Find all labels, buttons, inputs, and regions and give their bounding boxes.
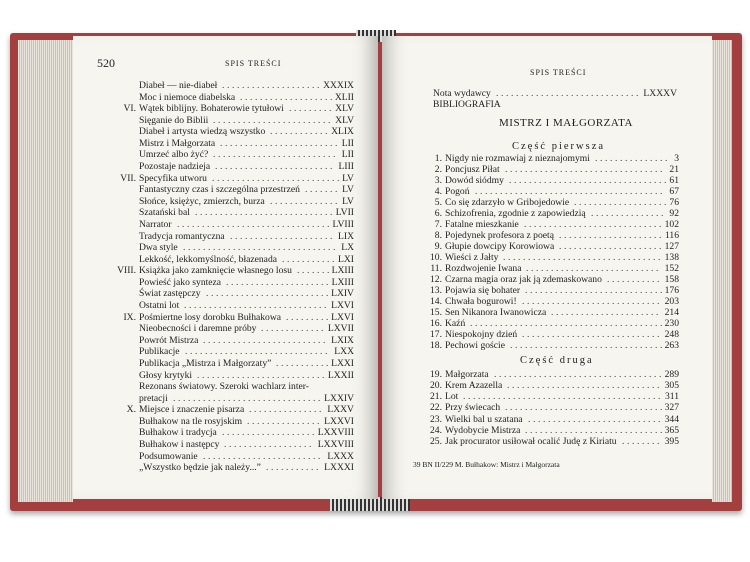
dot-leader: ........................... bbox=[526, 263, 661, 274]
dot-leader: ..................... bbox=[230, 230, 335, 242]
entry-page: LXIV bbox=[331, 288, 354, 300]
entry-title: Dowód siódmy bbox=[445, 175, 504, 186]
entry-title: Pojedynek profesora z poetą bbox=[445, 230, 554, 241]
entry-page: 61 bbox=[669, 175, 679, 186]
entry-title: Głupie dowcipy Korowiowa bbox=[445, 241, 555, 252]
toc-entry bbox=[139, 323, 354, 335]
toc-entry bbox=[139, 161, 354, 173]
dot-leader: .......................... bbox=[212, 172, 342, 184]
entry-page: LXXXI bbox=[324, 462, 354, 474]
entry-title: Książka jako zamknięcie własnego losu bbox=[139, 265, 292, 277]
entry-number: 13. bbox=[430, 285, 442, 296]
dot-leader: .................... bbox=[222, 80, 322, 91]
dot-leader: ........... bbox=[276, 357, 331, 369]
entry-page: 230 bbox=[664, 318, 679, 329]
entry-title: Wydobycie Mistrza bbox=[445, 424, 521, 436]
dot-leader: ................... bbox=[222, 427, 317, 439]
dot-leader: ......................... bbox=[213, 149, 338, 161]
dot-leader: ........................ bbox=[215, 161, 335, 173]
entry-page: LXXVI bbox=[324, 415, 354, 427]
entry-title: Bułhakow i następcy bbox=[139, 438, 220, 450]
toc-entry bbox=[139, 300, 354, 312]
entry-number: 6. bbox=[434, 208, 442, 219]
entry-title: Moc i niemoce diabelska bbox=[139, 91, 236, 103]
entry-number: 25. bbox=[430, 435, 442, 447]
entry-page: LVII bbox=[335, 207, 354, 219]
dot-leader: ........................ bbox=[213, 114, 333, 126]
entry-title: Słońce, księżyc, zmierzch, burza bbox=[139, 195, 265, 207]
entry-page: 289 bbox=[664, 369, 679, 380]
entry-number: 21. bbox=[430, 391, 442, 403]
entry-number: 5. bbox=[434, 197, 442, 208]
toc-entry bbox=[139, 207, 354, 219]
page-edges-right bbox=[712, 40, 732, 502]
toc-entry bbox=[139, 381, 354, 393]
dot-leader: .................. bbox=[224, 438, 314, 450]
part-two-title: Część druga bbox=[520, 355, 594, 366]
toc-entry bbox=[139, 219, 354, 231]
entry-page: LV bbox=[342, 184, 354, 196]
toc-entry bbox=[120, 172, 354, 185]
entry-title: Diabeł — nie-diabeł bbox=[139, 80, 218, 91]
toc-entry bbox=[123, 103, 354, 115]
dot-leader: ............................ bbox=[522, 329, 662, 340]
toc-entry bbox=[139, 427, 354, 439]
entry-page: XLII bbox=[334, 91, 354, 103]
entry-title: Specyfika utworu bbox=[139, 172, 207, 184]
dot-leader: .............. bbox=[270, 195, 340, 207]
dot-leader: ................................ bbox=[503, 252, 663, 263]
entry-page: LXXII bbox=[327, 369, 354, 381]
entry-page: 248 bbox=[664, 329, 679, 340]
toc-entry bbox=[139, 126, 354, 138]
entry-page: 138 bbox=[664, 252, 679, 263]
entry-title: Chwała bogurowi! bbox=[445, 296, 517, 307]
entry-page: XLV bbox=[335, 103, 354, 115]
entry-title: Głosy krytyki bbox=[139, 369, 193, 381]
entry-title: Lot bbox=[445, 391, 459, 403]
running-head-right: SPIS TREŚCI bbox=[530, 68, 587, 77]
entry-title: Fantastyczny czas i szczególna przestrzeń bbox=[139, 184, 300, 196]
toc-entry bbox=[139, 346, 354, 358]
toc-entry bbox=[139, 196, 354, 208]
entry-page: 365 bbox=[664, 424, 679, 436]
entry-page: LV bbox=[342, 172, 354, 184]
entry-page: 21 bbox=[669, 164, 679, 175]
entry-title: Rozdwojenie Iwana bbox=[445, 263, 522, 274]
dot-leader: ............................ bbox=[195, 207, 335, 219]
entry-title: Szatański bal bbox=[139, 207, 190, 219]
dot-leader: ............................ bbox=[525, 424, 665, 436]
dot-leader: ............................... bbox=[183, 242, 338, 254]
entry-page: 203 bbox=[664, 296, 679, 307]
entry-page: 127 bbox=[664, 241, 679, 252]
entry-title: Diabeł i artysta wiedzą wszystko bbox=[139, 126, 266, 138]
entry-title: Bułhakow i tradycja bbox=[139, 427, 217, 439]
dot-leader: ............................ bbox=[524, 219, 664, 230]
entry-number: 7. bbox=[434, 219, 442, 230]
toc-entry bbox=[126, 404, 354, 416]
entry-page: 76 bbox=[669, 197, 679, 208]
entry-page: XLIX bbox=[331, 126, 354, 138]
entry-title: Lekkość, lekkomyślność, błazenada bbox=[139, 253, 277, 265]
entry-number: VII. bbox=[120, 172, 136, 184]
entry-page: LXI bbox=[338, 253, 354, 265]
entry-title: Małgorzata bbox=[445, 369, 489, 380]
dot-leader: .................................. bbox=[494, 369, 664, 380]
entry-page: LX bbox=[341, 242, 354, 254]
section-title: MISTRZ I MAŁGORZATA bbox=[499, 117, 633, 129]
toc-entry bbox=[139, 416, 354, 428]
dot-leader: ...................................... bbox=[475, 186, 665, 197]
toc-entry bbox=[139, 439, 354, 451]
toc-entry bbox=[139, 462, 354, 474]
entry-number: 23. bbox=[430, 413, 442, 425]
entry-title: Publikacja „Mistrza i Małgorzaty” bbox=[139, 357, 272, 369]
dot-leader: ............................... bbox=[507, 380, 662, 392]
entry-number: 18. bbox=[430, 340, 442, 351]
entry-number: 8. bbox=[434, 230, 442, 241]
entry-page: LXXX bbox=[327, 450, 354, 462]
entry-number: VIII. bbox=[117, 265, 136, 277]
entry-page: LIX bbox=[338, 230, 354, 242]
dot-leader: ............................... bbox=[177, 218, 332, 230]
entry-title: Nieobecności i daremne próby bbox=[139, 323, 257, 335]
toc-entry bbox=[139, 80, 354, 92]
entry-title: Nota wydawcy bbox=[433, 88, 491, 99]
entry-page: LV bbox=[342, 195, 354, 207]
toc-entry bbox=[139, 92, 354, 104]
entry-title: Niespokojny dzień bbox=[445, 329, 518, 340]
dot-leader: ................... bbox=[574, 197, 669, 208]
toc-entry bbox=[433, 88, 677, 100]
dot-leader: ........... bbox=[266, 462, 321, 474]
entry-title: Ostatni lot bbox=[139, 300, 180, 312]
dot-leader: ......................... bbox=[203, 334, 328, 346]
dot-leader: ............ bbox=[270, 126, 330, 138]
entry-title: Pojawia się bohater bbox=[445, 285, 521, 296]
toc-entry bbox=[117, 265, 354, 277]
entry-page: LII bbox=[341, 149, 354, 161]
entry-page: 102 bbox=[664, 219, 679, 230]
dot-leader: ............... bbox=[591, 208, 666, 219]
entry-title: Świat zastępczy bbox=[139, 288, 201, 300]
entry-title: Umrzeć albo żyć? bbox=[139, 149, 209, 161]
toc-entry bbox=[430, 340, 679, 352]
entry-page: 395 bbox=[664, 435, 679, 447]
dot-leader: ............. bbox=[261, 323, 326, 335]
entry-title: Fatalne mieszkanie bbox=[445, 219, 519, 230]
entry-page: 92 bbox=[669, 208, 679, 219]
dot-leader: ..................... bbox=[559, 230, 664, 241]
entry-title: Tradycja romantyczna bbox=[139, 230, 225, 242]
part-one-title: Część pierwsza bbox=[512, 141, 606, 152]
entry-page: LXIII bbox=[331, 265, 354, 277]
entry-page: LXIII bbox=[331, 276, 354, 288]
dot-leader: ....... bbox=[305, 184, 340, 196]
entry-page: LII bbox=[341, 137, 354, 149]
entry-title: Wielki bal u szatana bbox=[445, 413, 523, 425]
dot-leader: ............... bbox=[247, 415, 322, 427]
dot-leader: ...................... bbox=[551, 307, 661, 318]
toc-entry bbox=[433, 99, 677, 111]
toc-entry bbox=[139, 138, 354, 150]
entry-number: VI. bbox=[123, 103, 136, 115]
entry-page: 311 bbox=[664, 391, 679, 403]
dot-leader: ................................ bbox=[505, 164, 665, 175]
entry-page: LXXI bbox=[331, 357, 354, 369]
entry-title: Narrator bbox=[139, 218, 172, 230]
dot-leader: ............................. bbox=[496, 88, 641, 99]
entry-title: Co się zdarzyło w Gribojedowie bbox=[445, 197, 570, 208]
entry-page: XXXIX bbox=[323, 80, 354, 91]
toc-entry bbox=[139, 370, 354, 382]
entry-title: Poncjusz Piłat bbox=[445, 164, 500, 175]
toc-entry bbox=[139, 288, 354, 300]
entry-number: IX. bbox=[123, 311, 136, 323]
entry-title: Dwa style bbox=[139, 242, 178, 254]
page-edges-left bbox=[18, 40, 73, 502]
entry-number: 9. bbox=[434, 241, 442, 252]
dot-leader: ............................. bbox=[185, 346, 330, 358]
dot-leader: ....... bbox=[297, 265, 332, 277]
entry-page: 67 bbox=[669, 186, 679, 197]
dot-leader: ............................ bbox=[525, 285, 665, 296]
entry-number: 3. bbox=[434, 175, 442, 186]
dot-leader: ........ bbox=[622, 435, 662, 447]
dot-leader: ................... bbox=[240, 91, 335, 103]
page-number: 520 bbox=[97, 56, 115, 70]
entry-number: 19. bbox=[430, 369, 442, 380]
entry-title: Podsumowanie bbox=[139, 450, 198, 462]
entry-number: 16. bbox=[430, 318, 442, 329]
entry-title: Nigdy nie rozmawiaj z nieznajomymi bbox=[445, 153, 590, 164]
entry-page: LVIII bbox=[332, 218, 354, 230]
entry-title: Jak procurator usiłował ocalić Judę z Kiriatu bbox=[445, 435, 617, 447]
dot-leader: ............................... bbox=[510, 340, 665, 351]
dot-leader: ......... bbox=[289, 103, 334, 115]
entry-number: 24. bbox=[430, 424, 442, 436]
entry-page: 344 bbox=[664, 413, 679, 425]
entry-page: LXVI bbox=[331, 300, 354, 312]
entry-page: 3 bbox=[674, 153, 679, 164]
toc-entry bbox=[139, 231, 354, 243]
entry-page: LIII bbox=[338, 161, 354, 173]
entry-title: Pozostaje nadzieja bbox=[139, 161, 211, 173]
dot-leader: ......... bbox=[286, 311, 331, 323]
entry-page: LXIX bbox=[331, 334, 354, 346]
dot-leader: ................................ bbox=[509, 175, 669, 186]
entry-number: 22. bbox=[430, 402, 442, 414]
dot-leader: ..................... bbox=[559, 241, 664, 252]
entry-page: 176 bbox=[664, 285, 679, 296]
entry-page: LXX bbox=[334, 346, 354, 358]
toc-entry bbox=[139, 451, 354, 463]
entry-page: 305 bbox=[664, 380, 679, 392]
dot-leader: ............................. bbox=[184, 300, 329, 312]
entry-title: Przy świecach bbox=[445, 402, 501, 414]
page-footer: 39 BN II/229 M. Bułhakow: Mistrz i Małgorzata bbox=[413, 460, 560, 469]
toc-entry bbox=[139, 149, 354, 161]
dot-leader: ........................... bbox=[528, 413, 663, 425]
entry-page: LXXXV bbox=[643, 88, 677, 99]
toc-entry bbox=[139, 254, 354, 266]
running-head-left: SPIS TREŚCI bbox=[225, 59, 282, 68]
entry-title: Publikacje bbox=[139, 346, 180, 358]
entry-number: 12. bbox=[430, 274, 442, 285]
entry-title: Powieść jako synteza bbox=[139, 276, 222, 288]
dot-leader: ........... bbox=[282, 253, 337, 265]
entry-title: Schizofrenia, zgodnie z zapowiedzią bbox=[445, 208, 586, 219]
entry-number: X. bbox=[126, 404, 136, 416]
dot-leader: .......................... bbox=[197, 369, 327, 381]
entry-page: 116 bbox=[664, 230, 679, 241]
entry-title: Sen Nikanora Iwanowicza bbox=[445, 307, 547, 318]
entry-title: Rezonans światowy. Szeroki wachlarz inter- bbox=[139, 381, 309, 393]
dot-leader: ............... bbox=[595, 153, 670, 164]
toc-entry bbox=[139, 335, 354, 347]
entry-page: LXVII bbox=[327, 323, 354, 335]
dot-leader: ....................................... bbox=[470, 318, 665, 329]
entry-number: 20. bbox=[430, 380, 442, 392]
toc-entry bbox=[139, 393, 354, 405]
entry-title: Kaźń bbox=[445, 318, 466, 329]
entry-title: Miejsce i znaczenie pisarza bbox=[139, 404, 245, 416]
entry-page: LXXIV bbox=[324, 392, 354, 404]
entry-title: BIBLIOGRAFIA bbox=[433, 99, 501, 111]
entry-page: XLV bbox=[335, 114, 354, 126]
entry-title: pretacji bbox=[139, 392, 168, 404]
toc-entry bbox=[139, 184, 354, 196]
dot-leader: .............................. bbox=[173, 392, 323, 404]
entry-page: LXXV bbox=[327, 404, 354, 416]
entry-number: 17. bbox=[430, 329, 442, 340]
dot-leader: ............................ bbox=[522, 296, 662, 307]
dot-leader: ................................ bbox=[505, 402, 665, 414]
entry-title: Wątek biblijny. Bohaterowie tytułowi bbox=[139, 103, 284, 115]
entry-title: Bułhakow na tle rosyjskim bbox=[139, 415, 243, 427]
dot-leader: ........................................ bbox=[463, 391, 663, 403]
entry-page: 263 bbox=[664, 340, 679, 351]
entry-title: Powrót Mistrza bbox=[139, 334, 199, 346]
entry-title: Wieści z Jałty bbox=[445, 252, 499, 263]
entry-title: Czarna magia oraz jak ją zdemaskowano bbox=[445, 274, 602, 285]
entry-number: 14. bbox=[430, 296, 442, 307]
toc-entry bbox=[139, 115, 354, 127]
dot-leader: ........... bbox=[607, 274, 662, 285]
entry-title: Mistrz i Małgorzata bbox=[139, 137, 216, 149]
entry-page: 158 bbox=[664, 274, 679, 285]
dot-leader: ........................ bbox=[203, 450, 323, 462]
entry-title: Pogoń bbox=[445, 186, 470, 197]
entry-title: „Wszystko będzie jak należy...” bbox=[139, 462, 261, 474]
entry-number: 4. bbox=[434, 186, 442, 197]
dot-leader: ......................... bbox=[206, 288, 331, 300]
toc-entry bbox=[430, 435, 679, 448]
entry-page: 214 bbox=[664, 307, 679, 318]
entry-page: LXVI bbox=[331, 311, 354, 323]
entry-number: 1. bbox=[434, 153, 442, 164]
entry-page: 152 bbox=[664, 263, 679, 274]
entry-title: Sięganie do Biblii bbox=[139, 114, 209, 126]
dot-leader: ..................... bbox=[226, 276, 331, 288]
entry-number: 2. bbox=[434, 164, 442, 175]
entry-title: Pośmiertne losy dorobku Bułhakowa bbox=[139, 311, 282, 323]
entry-page: LXXVIII bbox=[317, 438, 354, 450]
entry-number: 11. bbox=[430, 263, 442, 274]
entry-title: Krem Azazella bbox=[445, 380, 503, 392]
entry-number: 10. bbox=[430, 252, 442, 263]
tailband bbox=[330, 497, 410, 511]
entry-title: Pechowi goście bbox=[445, 340, 505, 351]
entry-page: 327 bbox=[664, 402, 679, 414]
dot-leader: ............... bbox=[249, 404, 324, 416]
entry-page: LXXVIII bbox=[317, 427, 354, 439]
entry-number: 15. bbox=[430, 307, 442, 318]
toc-entry bbox=[139, 358, 354, 370]
toc-entry bbox=[139, 242, 354, 254]
toc-entry bbox=[123, 311, 354, 324]
dot-leader: ........................ bbox=[220, 137, 340, 149]
